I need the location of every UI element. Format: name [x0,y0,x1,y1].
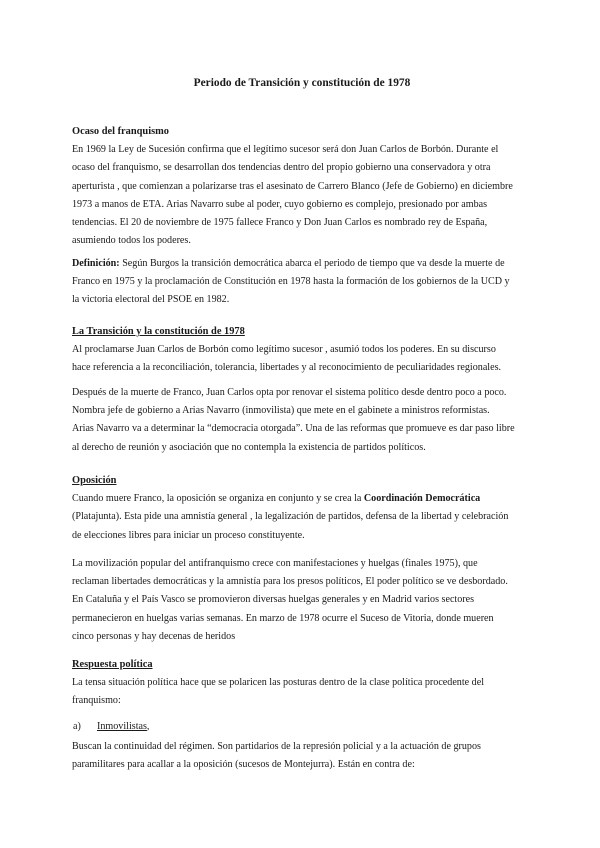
paragraph-line: reclaman libertades democráticas y la amnistía para los presos políticos, El poder político se ve desbordado. [72,576,508,588]
paragraph-line: aperturista , que comienzan a polarizarse tras el asesinato de Carrero Blanco (Jefe de Gobierno) en diciembre [72,180,513,192]
paragraph-line: 1973 a manos de ETA. Arias Navarro sube al poder, cuyo gobierno es complejo, presionado por ambas [72,198,488,210]
section-oposicion-p2 [72,555,532,646]
paragraph-line: Buscan la continuidad del régimen. Son partidarios de la represión policial y a la actuación de grupos [72,741,481,752]
section-heading: Ocaso del franquismo [72,126,169,137]
paragraph-line: Después de la muerte de Franco, Juan Carlos opta por renovar el sistema político desde dentro poco a poco. [72,387,507,398]
paragraph-line: (Platajunta). Esta pide una amnistía general , la legalización de partidos, defensa de la libertad y celebración [72,511,509,523]
section-respuesta-p2 [72,738,532,774]
paragraph-line: paramilitares para acallar a la oposición (sucesos de Montejurra). Están en contra de: [72,759,415,771]
paragraph-line: al derecho de reunión y asociación que no contempla la existencia de partidos políticos. [72,441,426,453]
paragraph-line: de elecciones libres para iniciar un proceso constituyente. [72,529,305,541]
section-transicion [72,323,532,378]
coordinacion-term: Coordinación Democrática [363,493,481,505]
section-heading: La Transición y la constitución de 1978 [72,326,245,337]
paragraph-line [72,255,532,273]
list-item-inmovilistas [72,718,532,736]
paragraph-line: hace referencia a la reconciliación, tolerancia, libertades y al reconocimiento de peculiaridades regionales. [72,362,502,374]
definition-text: Según Burgos la transición democrática abarca el periodo de tiempo que va desde la muerte de [119,258,505,269]
paragraph-line [72,490,532,508]
list-item-label: Inmovilistas [97,721,147,732]
paragraph-line: Franco en 1975 y la proclamación de Constitución en 1978 hasta la formación de los gobiernos de la UCD y [72,276,510,288]
list-marker: a) [73,721,81,732]
section-ocaso [72,123,532,250]
paragraph-line: En 1969 la Ley de Sucesión confirma que el legítimo sucesor será don Juan Carlos de Borbón. Durante el [72,144,499,156]
section-heading: Respuesta política [72,659,153,670]
section-transicion-p2 [72,384,532,457]
paragraph-line: En Cataluña y el País Vasco se promovieron diversas huelgas generales y en Madrid varios sectores [72,594,475,606]
section-oposicion [72,472,532,545]
section-definicion [72,255,532,310]
paragraph-line: asumiendo todos los poderes. [72,235,191,247]
paragraph-line: ocaso del franquismo, se desarrollan dos tendencias dentro del propio gobierno una conservadora y otra [72,162,491,174]
paragraph-line: Nombra jefe de gobierno a Arias Navarro (inmovilista) que mete en el gabinete a ministros reformistas. [72,405,490,417]
paragraph-line: La tensa situación política hace que se polaricen las posturas dentro de la clase política procedente del [72,677,484,689]
paragraph-line: franquismo: [72,695,121,707]
list-item-suffix: , [146,721,150,732]
paragraph-line: permanecieron en huelgas varias semanas. En marzo de 1978 ocurre el Suceso de Vitoria, donde mueren [72,612,494,624]
paragraph-line: cinco personas y hay decenas de heridos [72,630,236,642]
paragraph-line: Arias Navarro va a determinar la “democracia otorgada”. Una de las reformas que promueve es dar paso libre [72,423,515,435]
paragraph-line: tendencias. El 20 de noviembre de 1975 fallece Franco y Don Juan Carlos es nombrado rey de España, [72,216,488,228]
paragraph-line: Al proclamarse Juan Carlos de Borbón como legítimo sucesor , asumió todos los poderes. En su discurso [72,344,496,356]
oposicion-text: Cuando muere Franco, la oposición se organiza en conjunto y se crea la [72,493,364,505]
paragraph-line: La movilización popular del antifranquismo crece con manifestaciones y huelgas (finales 1975), que [72,558,478,569]
definition-label: Definición: [72,258,120,269]
paragraph-line: la victoria electoral del PSOE en 1982. [72,294,230,306]
section-heading: Oposición [72,475,117,486]
section-respuesta [72,656,532,711]
document-title: Periodo de Transición y constitución de 1978 [193,77,411,89]
